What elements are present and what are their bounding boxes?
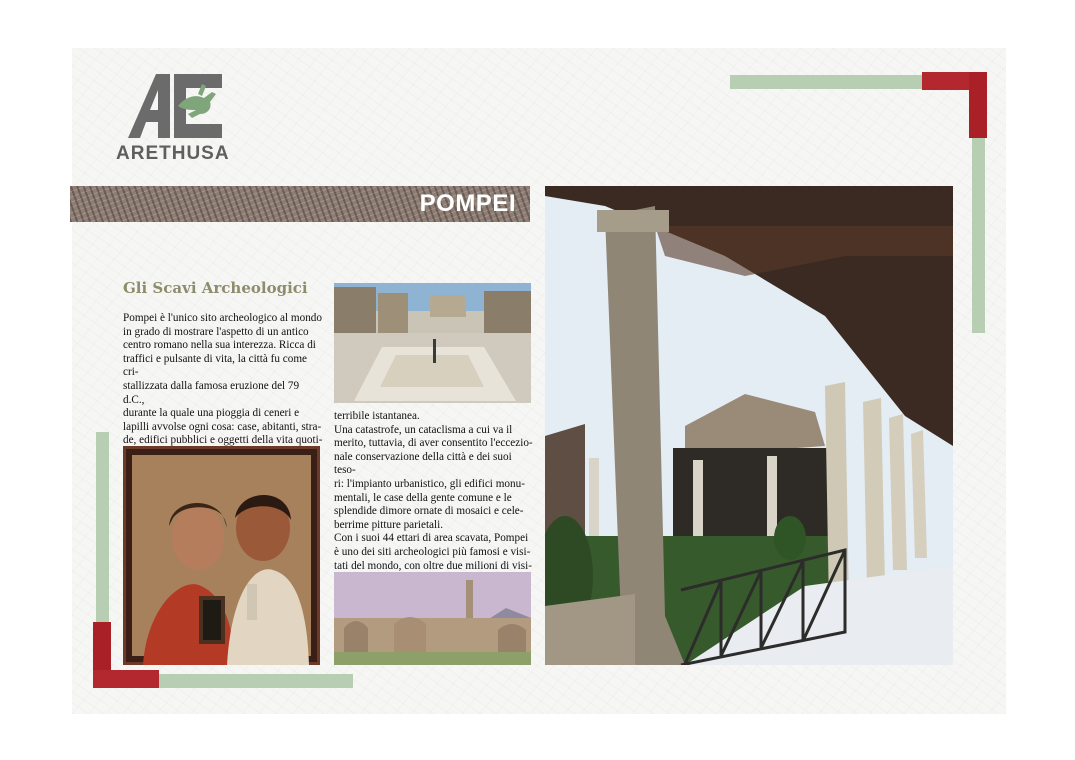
courtyard-photo [334, 283, 531, 403]
top-red-vertical [969, 72, 987, 138]
left-green-bar [96, 432, 109, 624]
bottom-red-corner [93, 670, 159, 688]
forum-photo [334, 572, 531, 665]
page-title: POMPEI [419, 190, 516, 217]
top-green-bar [730, 75, 924, 89]
article-text-column-1: Pompei è l'unico sito archeologico al mondo in grado di mostrare l'aspetto di un antico centro romano nella sua interezza. Ricca di traffici e pulsante di vita, la città fu come cri- stallizzata dalla famosa eruzione del 79 d.C., durante la quale una pioggia di ceneri e lapilli avvolse ogni cosa: case, abitanti, stra- de, edifici pubblici e oggetti della vita quoti- [123, 312, 323, 447]
brand-name: ARETHUSA [116, 143, 230, 164]
peristyle-photo [545, 186, 953, 665]
bottom-green-bar [159, 674, 353, 688]
right-green-bar [972, 138, 985, 333]
title-band [70, 186, 530, 222]
section-heading: Gli Scavi Archeologici [123, 279, 308, 297]
fresco-photo [123, 446, 320, 665]
article-text-column-2: terribile istantanea. Una catastrofe, un cataclisma a cui va il merito, tuttavia, di aver consentito l'eccezio- nale conservazione della città e dei suoi teso- ri: l'impianto urbanistico, gli edifici monu- mentali, le case della gente comune e le splendide dimore ornate di mosaici e cele- berrime pitture parietali. Con i suoi 44 ettari di area scavata, Pompei è uno dei siti archeologici più famosi e visi- tati del mondo, con oltre due milioni di visi- [334, 410, 533, 572]
